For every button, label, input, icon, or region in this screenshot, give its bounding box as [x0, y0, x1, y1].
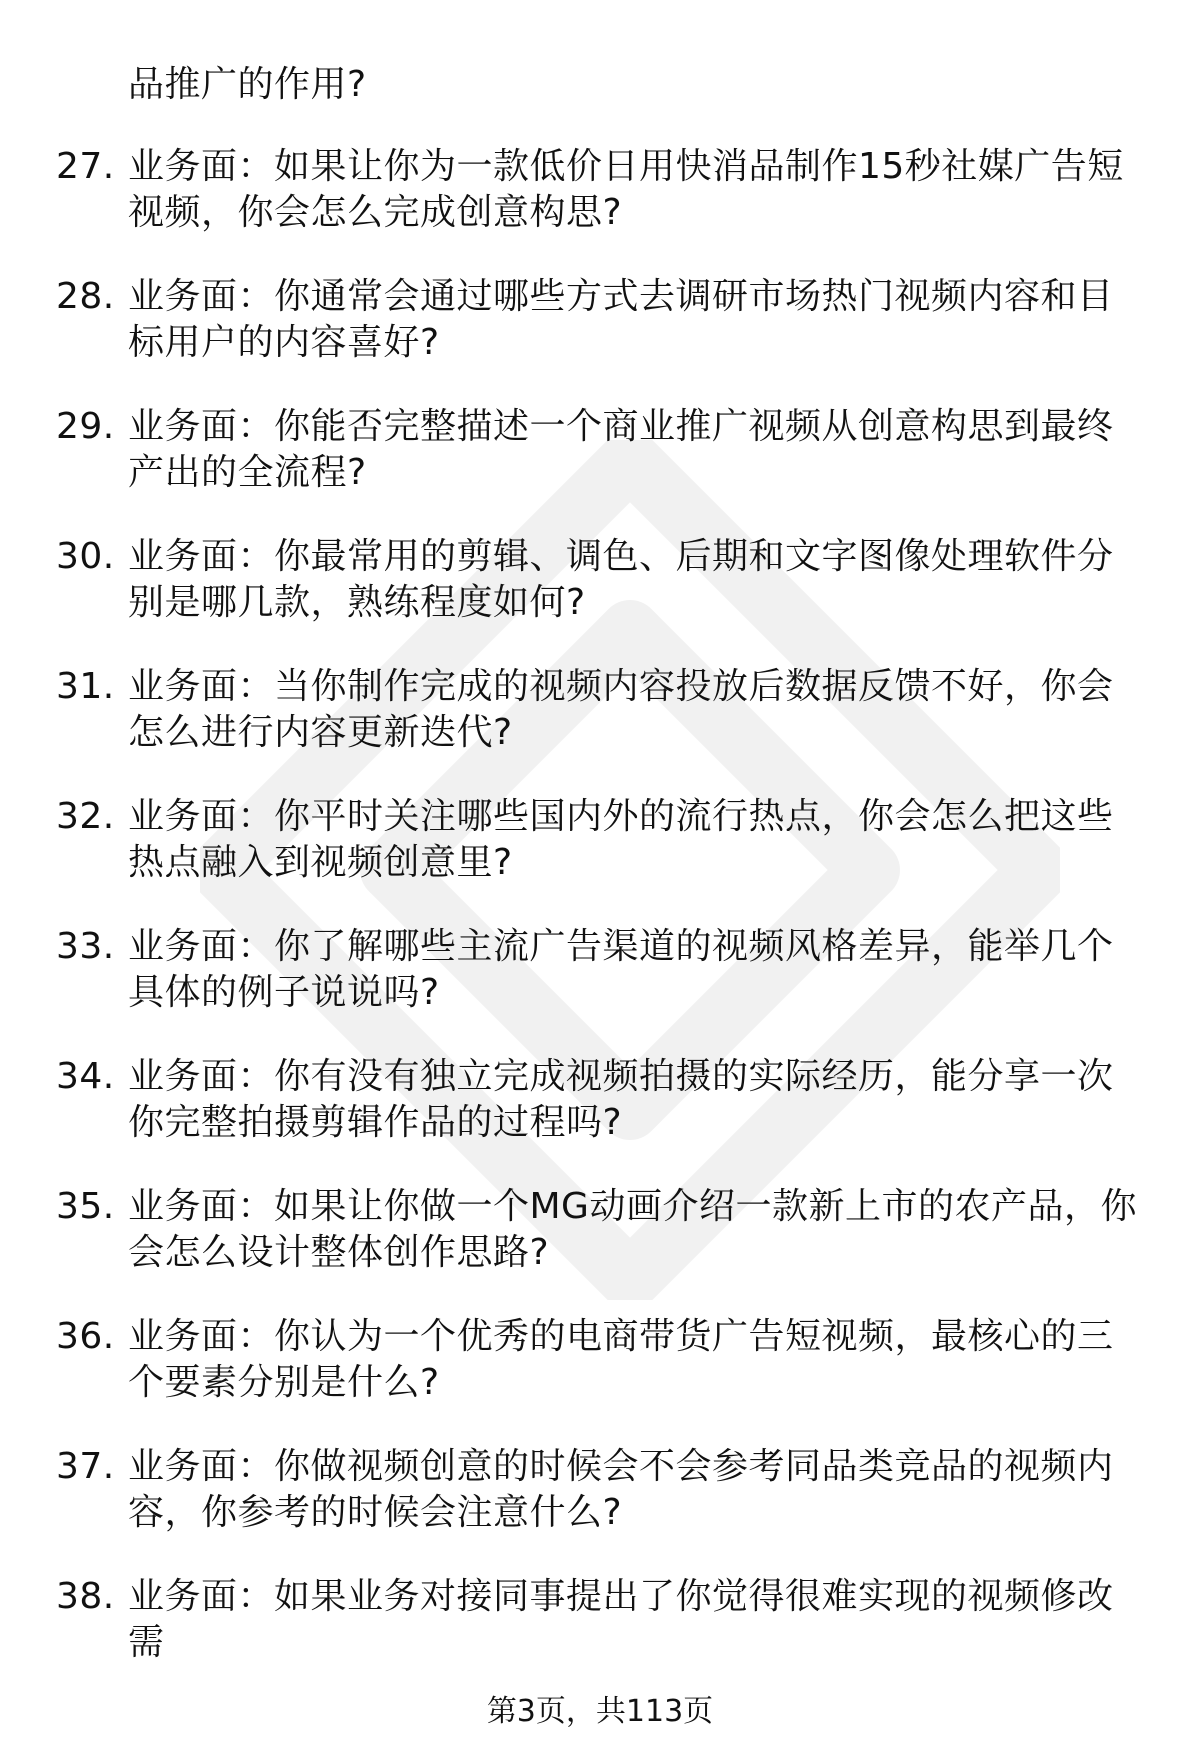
- list-item: [56, 1574, 1146, 1666]
- question-list: [0, 62, 1200, 1704]
- question-number: 28.: [56, 276, 115, 317]
- list-item: [56, 404, 1146, 496]
- question-text: 业务面：你通常会通过哪些方式去调研市场热门视频内容和目标用户的内容喜好?: [128, 276, 1114, 363]
- question-number: 29.: [56, 406, 115, 447]
- question-text: 业务面：你最常用的剪辑、调色、后期和文字图像处理软件分别是哪几款，熟练程度如何?: [128, 536, 1114, 623]
- list-item: [56, 924, 1146, 1016]
- question-text: 业务面：你了解哪些主流广告渠道的视频风格差异，能举几个具体的例子说说吗?: [128, 926, 1114, 1013]
- question-number: 30.: [56, 536, 115, 577]
- question-text: 业务面：你有没有独立完成视频拍摄的实际经历，能分享一次你完整拍摄剪辑作品的过程吗?: [128, 1056, 1114, 1143]
- question-text: 业务面：当你制作完成的视频内容投放后数据反馈不好，你会怎么进行内容更新迭代?: [128, 666, 1114, 753]
- question-text: 业务面：如果让你做一个MG动画介绍一款新上市的农产品，你会怎么设计整体创作思路?: [128, 1186, 1137, 1273]
- question-number: 35.: [56, 1186, 115, 1227]
- list-item: [56, 274, 1146, 366]
- list-item: [56, 664, 1146, 756]
- question-text: 业务面：你能否完整描述一个商业推广视频从创意构思到最终产出的全流程?: [128, 406, 1114, 493]
- list-item: [56, 1184, 1146, 1276]
- question-number: 31.: [56, 666, 115, 707]
- question-number: 32.: [56, 796, 115, 837]
- question-number: 27.: [56, 146, 115, 187]
- list-item: [56, 1444, 1146, 1536]
- question-number: 34.: [56, 1056, 115, 1097]
- question-text: 业务面：你做视频创意的时候会不会参考同品类竞品的视频内容，你参考的时候会注意什么?: [128, 1446, 1114, 1533]
- question-number: 33.: [56, 926, 115, 967]
- question-text: 业务面：你认为一个优秀的电商带货广告短视频，最核心的三个要素分别是什么?: [128, 1316, 1114, 1403]
- list-item: [56, 1054, 1146, 1146]
- question-text: 业务面：你平时关注哪些国内外的流行热点，你会怎么把这些热点融入到视频创意里?: [128, 796, 1114, 883]
- list-item: [56, 144, 1146, 236]
- list-item: [56, 794, 1146, 886]
- list-item: [56, 534, 1146, 626]
- continued-question-text: 品推广的作用?: [128, 64, 367, 105]
- question-number: 38.: [56, 1576, 115, 1617]
- question-text: 业务面：如果业务对接同事提出了你觉得很难实现的视频修改需: [128, 1576, 1114, 1663]
- question-text: 业务面：如果让你为一款低价日用快消品制作15秒社媒广告短视频，你会怎么完成创意构思?: [128, 146, 1124, 233]
- question-number: 37.: [56, 1446, 115, 1487]
- page-footer: 第3页，共113页: [486, 1694, 714, 1729]
- question-number: 36.: [56, 1316, 115, 1357]
- list-item: [56, 1314, 1146, 1406]
